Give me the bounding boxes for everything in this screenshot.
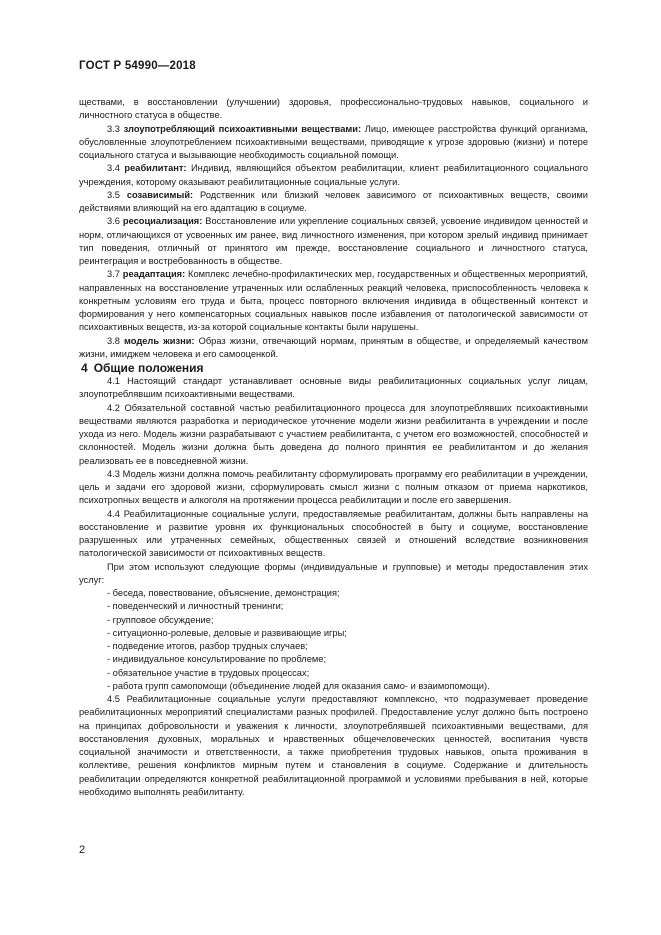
- definition-text: Лицо, имеющее расстройства функций организма, обусловленные злоупотреблением психоактивными веществами, приводящие к угрозе здоровью (жизни) и потере социального статуса и вызывающие необходимость социальной помощи.: [79, 123, 588, 160]
- document-body: [79, 96, 588, 799]
- definition-number: 3.7: [107, 269, 120, 280]
- paragraph-4-4-forms: При этом используют следующие формы (индивидуальные и групповые) и методы предоставления этих услуг:: [79, 561, 588, 585]
- list-item: - поведенческий и личностный тренинги;: [107, 601, 284, 612]
- definition-text: Восстановление или укрепление социальных связей, усвоение индивидом ценностей и норм, отличающихся от усвоенных им ранее, вид личностного изменения, при котором зрелый индивид принимает тип поведения, отличный от принятого им прежде, восстановление социального и личностного статуса, реинтеграция и востребованность в обществе.: [79, 216, 588, 266]
- section-heading: [79, 361, 588, 375]
- definition-text: Родственник или близкий человек зависимого от психоактивных веществ, своими действиями влияющий на его адаптацию в социуме.: [79, 189, 588, 213]
- definition-3-7: [79, 268, 588, 334]
- list-item: - беседа, повествование, объяснение, демонстрация;: [107, 588, 340, 598]
- paragraph-4-3: 4.3 Модель жизни должна помочь реабилитанту сформулировать программу его реабилитации в учреждении, цель и задачи его здоровой жизни, сформулировать смысл жизни с полным отказом от приема наркотиков, психотропных веществ и алкоголя на протяжении процесса реабилитации и после его завершения.: [79, 468, 588, 506]
- list-item: - ситуационно-ролевые, деловые и развивающие игры;: [107, 627, 347, 638]
- list-item: - индивидуальное консультирование по проблеме;: [107, 654, 327, 665]
- definition-term: модель жизни:: [124, 335, 195, 346]
- list-item: - работа групп самопомощи (объединение людей для оказания само- и взаимопомощи).: [107, 680, 490, 691]
- definition-term: ресоциализация:: [122, 216, 203, 227]
- definition-text: Образ жизни, отвечающий нормам, принятым в обществе, и определяемый качеством жизни, имиджем человека и его самооценкой.: [79, 335, 588, 359]
- definition-term: реабилитант:: [124, 163, 187, 174]
- paragraph-4-5: 4.5 Реабилитационные социальные услуги предоставляют комплексно, что подразумевает проведение реабилитационных мероприятий специалистами разных профилей. Предоставление услуг должно быть построено на принципах добровольности и уважения к личности, злоупотреблявшей психоактивными веществами, для восстановления духовных, моральных и нравственных общечеловеческих ценностей, воспитания чувств социальной значимости и ответственности, а также приобретения трудовых навыков, опыта проживания в коллективе, решения конфликтов мирным путем и становления в социуме. Содержание и длительность реабилитации определяются конкретной реабилитационной программой и условиями пребывания в ней, которые необходимо выполнять реабилитанту.: [79, 694, 588, 797]
- definition-3-4: [79, 162, 588, 189]
- definition-3-8: [79, 335, 588, 362]
- section-title-text: Общие положения: [93, 361, 204, 375]
- definition-number: 3.3: [107, 123, 120, 134]
- definition-term: злоупотребляющий психоактивными веществами:: [123, 123, 362, 134]
- definition-number: 3.4: [107, 163, 120, 174]
- definition-term: реадаптация:: [122, 269, 186, 280]
- definition-text: Комплекс лечебно-профилактических мер, государственных и общественных мероприятий, направленных на восстановление утраченных или ослабленных реакций человека, приспособленность человека к конкретным условиям его труда и быта, процесс повторного включения индивида в общественный контекст и формирования у него компенсаторных социальных навыков после избавления от патологической зависимости от психоактивных веществ, из-за которой социальные контакты были нарушены.: [79, 269, 588, 333]
- definition-text: Индивид, являющийся объектом реабилитации, клиент реабилитационного социального учреждения, которому оказывают реабилитационные социальные услуги.: [79, 163, 588, 187]
- definition-number: 3.6: [107, 216, 120, 227]
- definition-3-6: [79, 215, 588, 268]
- page-number: 2: [79, 844, 86, 856]
- paragraph-4-1: 4.1 Настоящий стандарт устанавливает основные виды реабилитационных социальных услуг лицам, злоупотреблявшим психоактивными веществами.: [79, 376, 588, 400]
- definition-term: созависимый:: [126, 189, 194, 200]
- document-code-header: ГОСТ Р 54990—2018: [79, 60, 196, 72]
- paragraph-continuation: ществами, в восстановлении (улучшении) здоровья, профессионально-трудовых навыков, социального и личностного статуса в обществе.: [79, 97, 588, 121]
- list-item: - групповое обсуждение;: [107, 614, 214, 625]
- list-item: - подведение итогов, разбор трудных случаев;: [107, 641, 308, 651]
- list-item: - обязательное участие в трудовых процессах;: [107, 667, 310, 678]
- section-number: 4: [81, 361, 88, 375]
- paragraph-4-2: 4.2 Обязательной составной частью реабилитационного процесса для злоупотреблявших психоактивными веществами являются разработка и периодическое уточнение модели жизни реабилитанта в учреждении и после ухода из него. Модель жизни разрабатывают с участием реабилитанта, с учетом его возможностей, способностей и склонностей. Модель жизни должна быть доведена до полного принятия ее реабилитантом и до желания реализовать ее в повседневной жизни.: [79, 402, 588, 466]
- methods-list: [79, 587, 588, 693]
- definition-number: 3.5: [107, 189, 120, 200]
- definition-number: 3.8: [107, 335, 120, 346]
- paragraph-4-4: 4.4 Реабилитационные социальные услуги, предоставляемые реабилитантам, должны быть направлены на восстановление и развитие уровня их функциональных способностей в быту и социуме, восстановление разрушенных или утраченных семейных, общественных связей и отношений вследствие возникновения патологической зависимости от психоактивных веществ.: [79, 508, 588, 559]
- definition-3-5: [79, 189, 588, 216]
- definition-3-3: [79, 123, 588, 163]
